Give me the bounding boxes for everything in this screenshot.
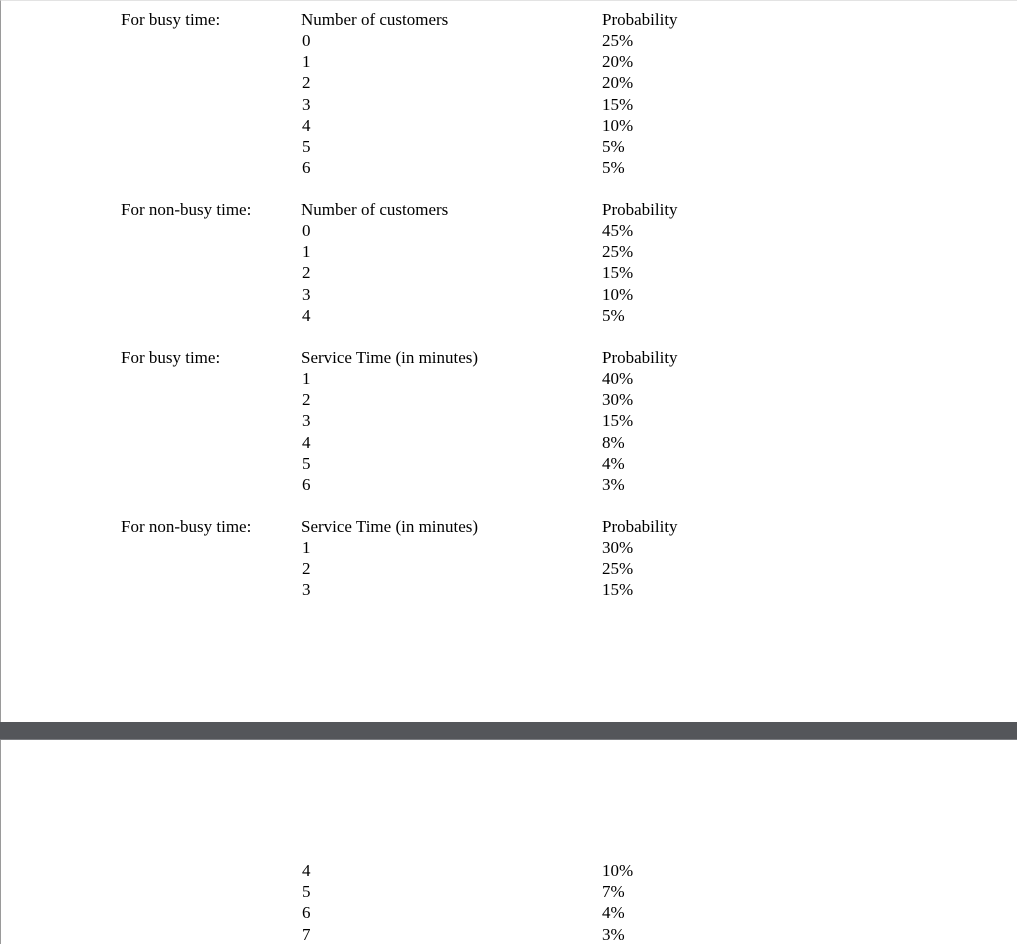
probability-column — [602, 368, 633, 495]
value-cell: 2 — [302, 263, 311, 283]
value-cell: 5 — [302, 882, 311, 902]
probability-cell: 30% — [602, 538, 634, 557]
value-cell: 4 — [302, 861, 311, 880]
value-column — [302, 220, 311, 326]
column-header: Number of customers — [301, 200, 449, 219]
probability-cell: 4% — [602, 453, 625, 473]
probability-cell: 5% — [602, 136, 625, 156]
column-header: Number of customers — [301, 10, 449, 29]
value-cell: 3 — [302, 411, 311, 431]
probability-column — [602, 537, 633, 601]
value-column — [302, 537, 311, 601]
value-cell: 1 — [302, 52, 311, 72]
probability-cell: 25% — [602, 559, 634, 579]
probability-cell: 20% — [602, 52, 634, 72]
column-header: Service Time (in minutes) — [301, 517, 479, 536]
probability-cell: 3% — [602, 924, 625, 944]
document-page-2 — [0, 740, 1017, 944]
probability-cell: 15% — [602, 263, 634, 283]
value-cell: 3 — [302, 94, 311, 114]
probability-cell: 40% — [602, 369, 634, 388]
column-header: Service Time (in minutes) — [301, 348, 479, 367]
probability-cell: 45% — [602, 221, 634, 240]
probability-cell: 15% — [602, 94, 634, 114]
probability-cell: 5% — [602, 305, 625, 325]
probability-cell: 4% — [602, 903, 625, 923]
probability-cell: 10% — [602, 115, 634, 135]
probability-cell: 25% — [602, 31, 634, 50]
value-cell: 1 — [302, 538, 311, 557]
probability-cell: 30% — [602, 390, 634, 410]
probability-column — [602, 860, 633, 944]
probability-cell: 3% — [602, 474, 625, 494]
value-cell: 2 — [302, 73, 311, 93]
value-column — [302, 30, 311, 178]
value-column — [302, 368, 311, 495]
value-cell: 1 — [302, 242, 311, 262]
probability-cell: 15% — [602, 580, 634, 600]
value-cell: 3 — [302, 580, 311, 600]
probability-cell: 20% — [602, 73, 634, 93]
probability-header: Probability — [602, 348, 678, 367]
probability-cell: 10% — [602, 861, 634, 880]
value-cell: 4 — [302, 432, 311, 452]
table-label: For non-busy time: — [121, 200, 252, 219]
probability-cell: 7% — [602, 882, 625, 902]
probability-column — [602, 30, 633, 178]
probability-cell: 25% — [602, 242, 634, 262]
value-cell: 2 — [302, 559, 311, 579]
table-label: For busy time: — [121, 10, 221, 29]
probability-header: Probability — [602, 10, 678, 29]
value-cell: 5 — [302, 453, 311, 473]
value-cell: 4 — [302, 305, 311, 325]
value-cell: 6 — [302, 158, 311, 178]
value-cell: 4 — [302, 115, 311, 135]
probability-column — [602, 220, 633, 326]
value-column — [302, 860, 311, 944]
value-cell: 0 — [302, 31, 311, 50]
value-cell: 5 — [302, 136, 311, 156]
value-cell: 1 — [302, 369, 311, 388]
probability-header: Probability — [602, 517, 678, 536]
value-cell: 2 — [302, 390, 311, 410]
table-label: For busy time: — [121, 348, 221, 367]
probability-cell: 5% — [602, 158, 625, 178]
probability-cell: 15% — [602, 411, 634, 431]
table-label: For non-busy time: — [121, 517, 252, 536]
probability-cell: 8% — [602, 432, 625, 452]
page-separator — [0, 722, 1017, 740]
value-cell: 6 — [302, 474, 311, 494]
probability-header: Probability — [602, 200, 678, 219]
probability-cell: 10% — [602, 284, 634, 304]
value-cell: 0 — [302, 221, 311, 240]
value-cell: 3 — [302, 284, 311, 304]
value-cell: 7 — [302, 924, 311, 944]
value-cell: 6 — [302, 903, 311, 923]
